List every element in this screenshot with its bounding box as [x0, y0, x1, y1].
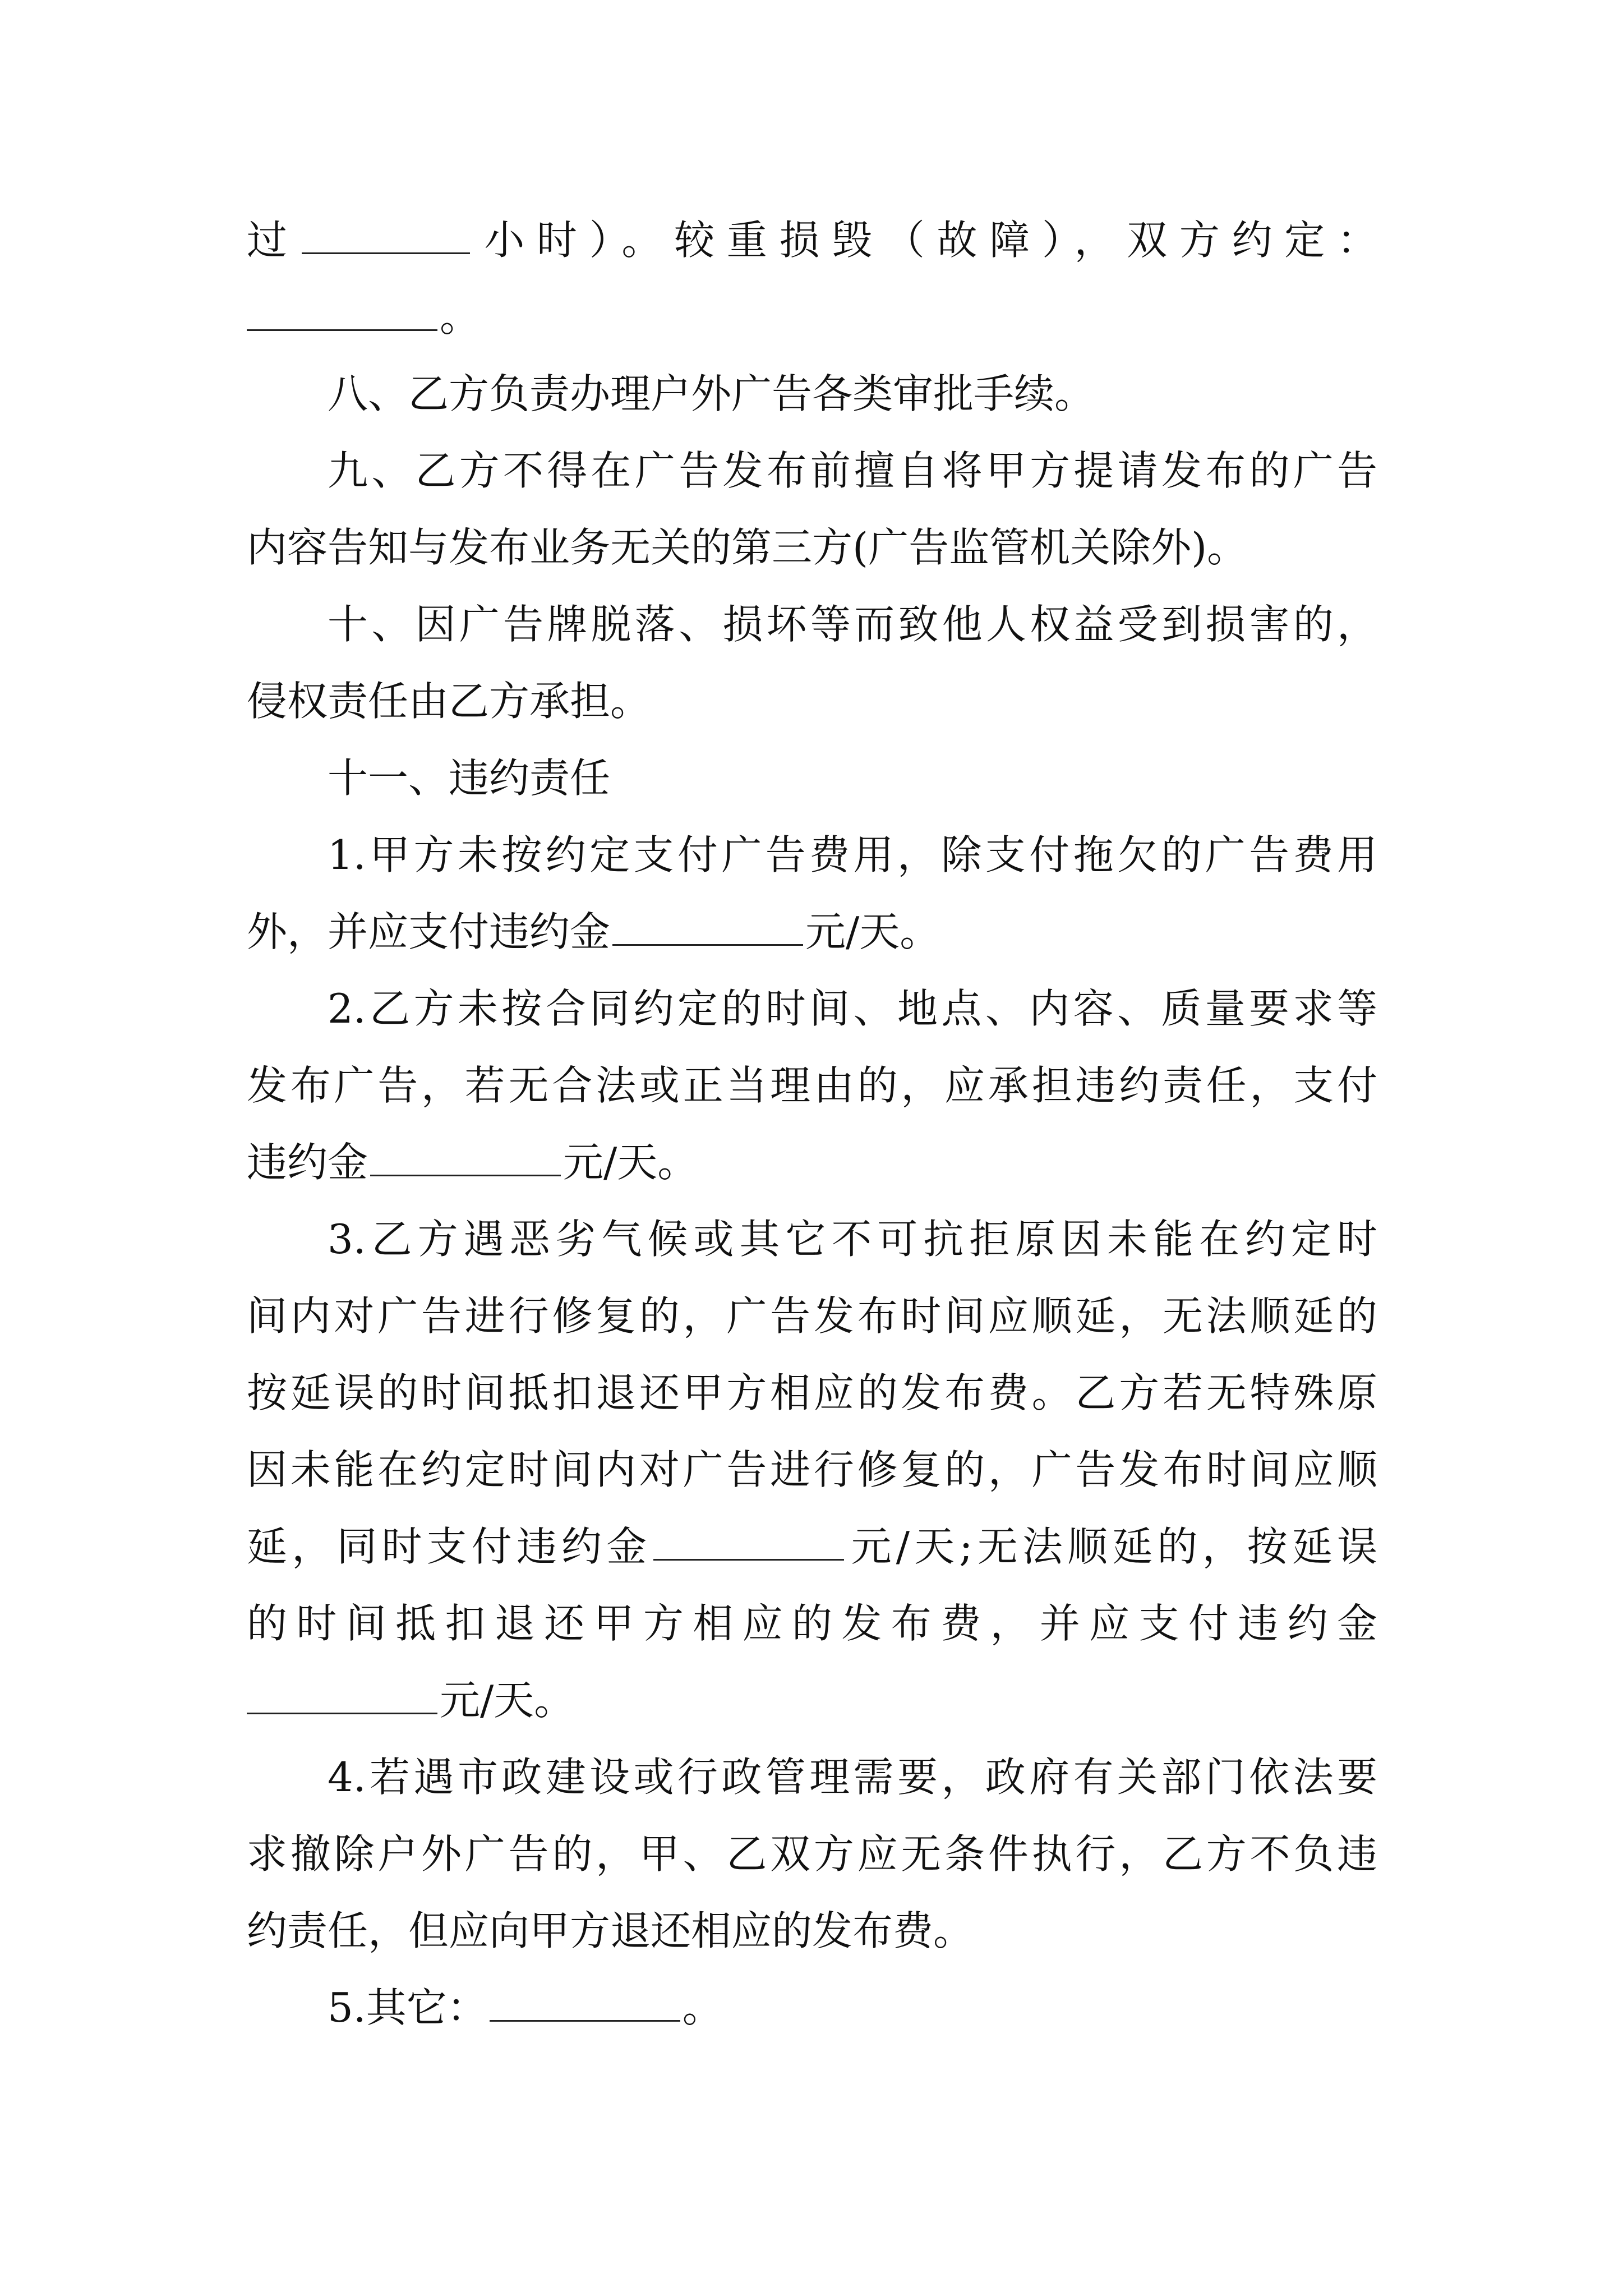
blank-field	[247, 295, 437, 331]
item-1-line: 1.甲方未按约定支付广告费用，除支付拖欠的广告费用	[328, 831, 1377, 878]
item-4-line: 约责任，但应向甲方退还相应的发布费。	[247, 1907, 974, 1954]
text-fragment: 。	[682, 1984, 723, 2031]
item-4-line: 4.若遇市政建设或行政管理需要，政府有关部门依法要	[328, 1754, 1377, 1801]
blank-field	[612, 909, 803, 946]
item-3-line: 按延误的时间抵扣退还甲方相应的发布费。乙方若无特殊原	[247, 1369, 1377, 1416]
clause-10-line: 十、因广告牌脱落、损坏等而致他人权益受到损害的，	[328, 601, 1377, 648]
text-fragment: 小时）。较重损毁（故障），双方约定：	[472, 217, 1377, 264]
item-5-line	[247, 1970, 1377, 2046]
item-3-line	[247, 1662, 1377, 1739]
item-3-line: 的时间抵扣退还甲方相应的发布费，并应支付违约金	[247, 1600, 1377, 1647]
text-fragment: 元/天。	[563, 1139, 698, 1186]
item-3-line: 3.乙方遇恶劣气候或其它不可抗拒原因未能在约定时	[328, 1216, 1377, 1263]
text-fragment: 过	[247, 217, 299, 264]
blank-field	[247, 1678, 437, 1714]
text-fragment: 违约金	[247, 1139, 368, 1186]
text-fragment: 元/天。	[440, 1677, 575, 1724]
clause-11-heading: 十一、违约责任	[328, 754, 611, 802]
text-line	[247, 202, 1377, 279]
item-1-line	[247, 894, 1377, 970]
text-fragment: 外，并应支付违约金	[247, 908, 611, 955]
clause-9-line: 九、乙方不得在广告发布前擅自将甲方提请发布的广告	[328, 447, 1377, 494]
text-fragment: 。	[440, 293, 481, 341]
text-fragment: 5.其它：	[328, 1984, 487, 2031]
text-line	[247, 279, 1377, 356]
text-fragment: 元/天;无法顺延的，按延误	[846, 1523, 1377, 1570]
blank-field	[653, 1524, 844, 1561]
clause-9-line: 内容告知与发布业务无关的第三方(广告监管机关除外)。	[247, 524, 1248, 571]
text-fragment: 延，同时支付违约金	[247, 1523, 652, 1570]
contract-text	[247, 202, 1377, 2046]
item-4-line: 求撤除户外广告的，甲、乙双方应无条件执行，乙方不负违	[247, 1830, 1377, 1878]
blank-field	[370, 1140, 561, 1176]
item-2-line: 2.乙方未按合同约定的时间、地点、内容、质量要求等	[328, 985, 1377, 1032]
clause-10-line: 侵权责任由乙方承担。	[247, 678, 651, 725]
text-fragment: 元/天。	[805, 908, 940, 955]
item-2-line: 发布广告，若无合法或正当理由的，应承担违约责任，支付	[247, 1062, 1377, 1109]
item-2-line	[247, 1124, 1377, 1201]
blank-field	[490, 1985, 680, 2022]
blank-field	[302, 218, 470, 254]
item-3-line: 间内对广告进行修复的，广告发布时间应顺延，无法顺延的	[247, 1292, 1377, 1340]
item-3-line: 因未能在约定时间内对广告进行修复的，广告发布时间应顺	[247, 1446, 1377, 1493]
clause-8: 八、乙方负责办理户外广告各类审批手续。	[328, 370, 1095, 417]
item-3-line	[247, 1508, 1377, 1585]
